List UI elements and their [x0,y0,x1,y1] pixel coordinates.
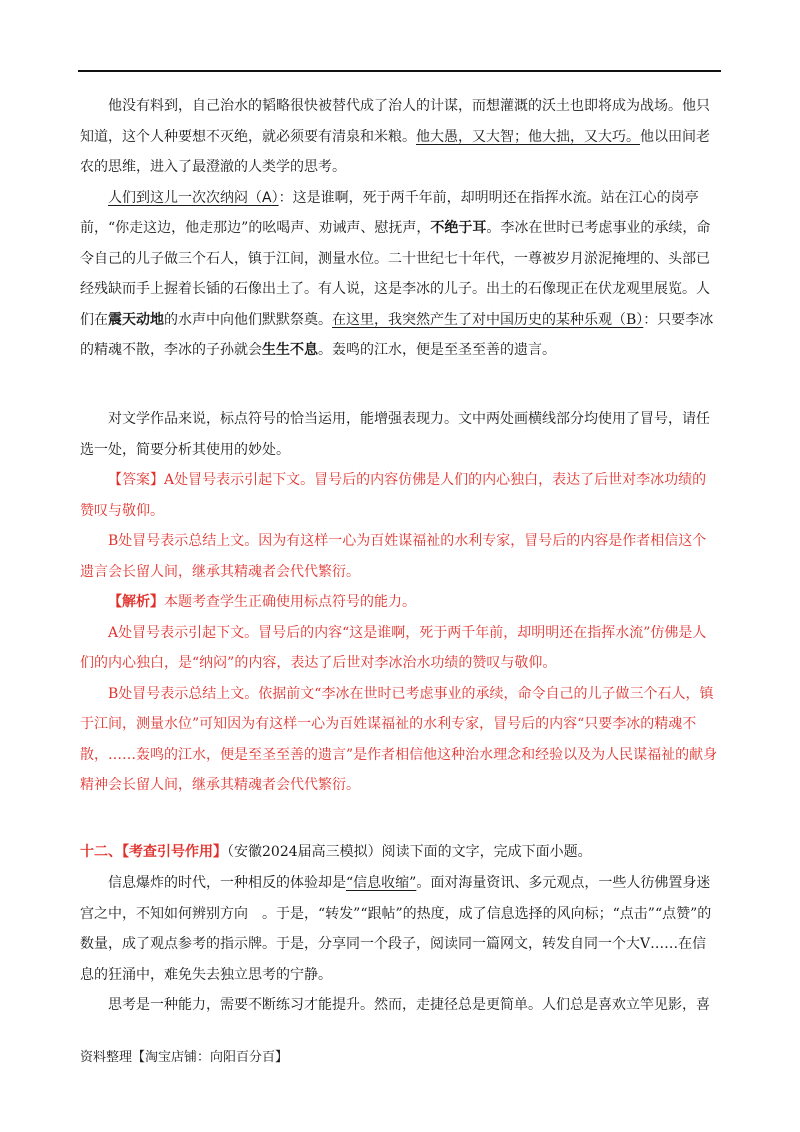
section-number: 十二、 [80,844,122,860]
underlined-phrase: “信息收缩” [346,875,417,891]
text-run: 的水声中向他们默默祭奠。 [164,311,332,328]
passage-1 [80,91,720,366]
passage-1-paragraph-2 [80,183,720,366]
text-run: 信息爆炸的时代，一种相反的体验却是 [108,875,346,891]
section-instruction: （安徽2024届高三模拟）阅读下面的文字，完成下面小题。 [227,844,592,860]
text-run: 。面对海量资讯、多元观点，一些人彷佛置身迷宫之中，不知如何辨别方向 。于是，“转发”“跟帖”的热度，成了信息选择的风向标；“点击”“点赞”的数量，成了观点参考的指示牌。于是，分享同一个段子，阅读同一篇网文，转发自同一个大V……在信息的狂涌中，难免失去独立思考的宁静。 [80,875,712,983]
text-run: 他没有料到，自己治水的韬略很快被替代成了治人的计谋，而想灌溉的沃土也即将成为战场。他只知道，这个人种要想不灭绝，就必须要有清泉和米粮。 [80,98,710,145]
answer-section [80,465,720,801]
bold-phrase: 震天动地 [108,311,164,328]
question-text: 对文学作品来说，标点符号的恰当运用，能增强表现力。文中两处画横线部分均使用了冒号，请任选一处，简要分析其使用的妙处。 [80,411,710,458]
passage-2 [80,868,720,1021]
answer-b-text: B处冒号表示总结上文。因为有这样一心为百姓谋福祉的水利专家，冒号后的内容是作者相信这个遗言会长留人间，继承其精魂者会代代繁衍。 [80,533,707,580]
bold-phrase: 不绝于耳 [430,220,487,236]
analysis-tag: 【解析】 [108,594,164,610]
marker-a: A [262,189,272,206]
text-run: ） [271,189,279,206]
passage-1-paragraph-1 [80,91,720,183]
section-12-heading [80,837,720,868]
answer-tag: 【答案】 [108,472,164,488]
answer-a-text: A处冒号表示引起下文。冒号后的内容仿佛是人们的内心独白，表达了后世对李冰功绩的赞叹与敬仰。 [80,472,707,519]
analysis-a-text: A处冒号表示引起下文。冒号后的内容“这是谁啊，死于两千年前，却明明还在指挥水流”仿佛是人们的内心独白，是“纳闷”的内容，表达了后世对李冰治水功绩的赞叹与敬仰。 [80,624,707,671]
passage-2-paragraph-1 [80,868,720,990]
underlined-sentence-b: 在这里，我突然产生了对中国历史的某种乐观（B） [332,311,644,328]
text-run: ：这是谁啊，死于两千年前，却明明还在指挥水流。站在江心的岗亭前，“你走这边，他走那边”的吆喝声、劝诫声、慰抚声， [80,189,699,236]
passage-2-paragraph-2: 思考是一种能力，需要不断练习才能提升。然而，走捷径总是更简单。人们总是喜欢立竿见影，喜 [108,997,710,1013]
section-12-line [80,837,720,868]
header-rule [78,70,721,72]
analysis-intro-text: 本题考查学生正确使用标点符号的能力。 [164,594,416,610]
text-run: 。李冰在世时已考虑事业的承续，命令自己的儿子做三个石人，镇于江间，测量水位。二十世纪七十年代，一尊被岁月淤泥掩埋的、头部已经残缺而手上握着长锸的石像出土了。有人说，这是李冰的儿子。出土的石像现正在伏龙观里展览。人们在 [80,220,711,328]
footer-source: 资料整理【淘宝店铺：向阳百分百】 [80,1050,289,1065]
underlined-sentence-a: 人们到这儿一次次纳闷（ [108,189,262,206]
section-tag: 【考查引号作用】 [122,844,227,860]
underlined-sentence: 他大愚，又大智；他大拙，又大巧。 [416,128,640,145]
analysis-intro [80,587,720,618]
analysis-b-text: B处冒号表示总结上文。依据前文“李冰在世时已考虑事业的承续，命令自己的儿子做三个石人，镇于江间，测量水位”可知因为有这样一心为百姓谋福祉的水利专家，冒号后的内容“只要李冰的精魂不散，……轰鸣的江水，便是至圣至善的遗言”是作者相信他这种治水理念和经验以及为人民谋福祉的献身精神会长留人间，继承其精魂者会代代繁衍。 [80,685,718,793]
text-run: 他以田间老农的思维，进入了最澄澈的人类学的思考。 [80,128,710,175]
bold-phrase: 生生不息 [262,342,318,358]
text-run: 。轰鸣的江水，便是至圣至善的遗言。 [318,342,556,358]
answer-a [80,465,720,526]
text-run: ：只要李冰的精魂不散，李冰的子孙就会 [80,311,714,358]
question [80,404,720,465]
